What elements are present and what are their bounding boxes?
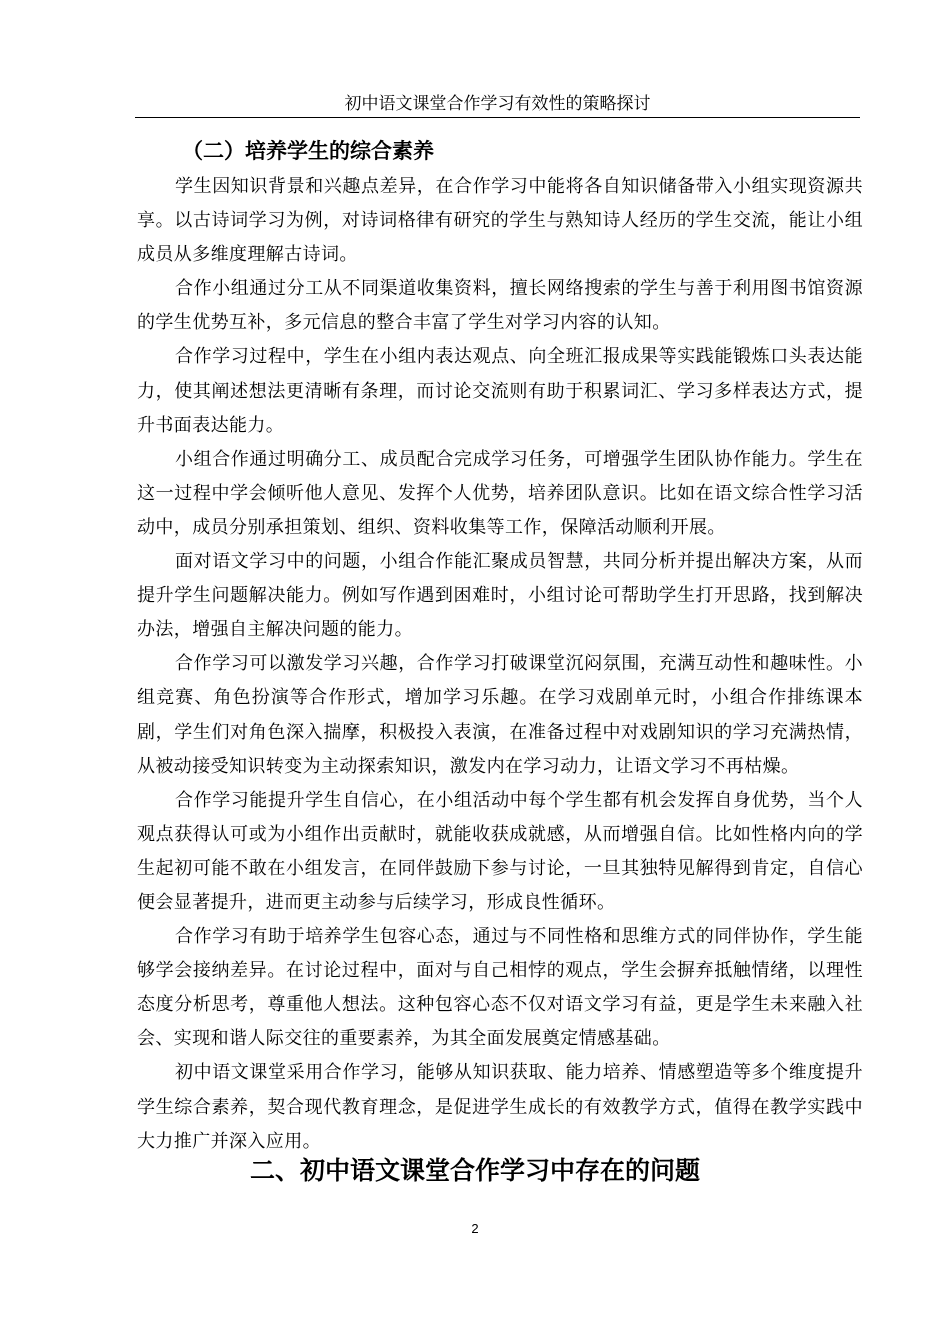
body-text	[137, 170, 863, 1159]
header-divider	[135, 117, 860, 118]
chapter-heading: 二、初中语文课堂合作学习中存在的问题	[249, 1156, 700, 1185]
section-heading: （二）培养学生的综合素养	[182, 139, 434, 163]
running-header: 初中语文课堂合作学习有效性的策略探讨	[344, 94, 651, 114]
paragraph: 合作学习过程中，学生在小组内表达观点、向全班汇报成果等实践能锻炼口头表达能力，使其阐述想法更清晰有条理，而讨论交流则有助于积累词汇、学习多样表达方式，提升书面表达能力。	[137, 346, 863, 436]
paragraph: 学生因知识背景和兴趣点差异，在合作学习中能将各自知识储备带入小组实现资源共享。以古诗词学习为例，对诗词格律有研究的学生与熟知诗人经历的学生交流，能让小组成员从多维度理解古诗词。	[137, 176, 863, 266]
paragraph: 合作学习能提升学生自信心，在小组活动中每个学生都有机会发挥自身优势，当个人观点获得认可或为小组作出贡献时，就能收获成就感，从而增强自信。比如性格内向的学生起初可能不敢在小组发言，在同伴鼓励下参与讨论，一旦其独特见解得到肯定，自信心便会显著提升，进而更主动参与后续学习，形成良性循环。	[137, 789, 863, 913]
paragraph: 合作学习有助于培养学生包容心态，通过与不同性格和思维方式的同伴协作，学生能够学会接纳差异。在讨论过程中，面对与自己相悖的观点，学生会摒弃抵触情绪，以理性态度分析思考，尊重他人想法。这种包容心态不仅对语文学习有益，更是学生未来融入社会、实现和谐人际交往的重要素养，为其全面发展奠定情感基础。	[137, 926, 863, 1050]
paragraph: 合作小组通过分工从不同渠道收集资料，擅长网络搜索的学生与善于利用图书馆资源的学生优势互补，多元信息的整合丰富了学生对学习内容的认知。	[137, 278, 863, 334]
paragraph: 小组合作通过明确分工、成员配合完成学习任务，可增强学生团队协作能力。学生在这一过程中学会倾听他人意见、发挥个人优势，培养团队意识。比如在语文综合性学习活动中，成员分别承担策划、组织、资料收集等工作，保障活动顺利开展。	[137, 448, 863, 538]
paragraph: 合作学习可以激发学习兴趣，合作学习打破课堂沉闷氛围，充满互动性和趣味性。小组竞赛、角色扮演等合作形式，增加学习乐趣。在学习戏剧单元时，小组合作排练课本剧，学生们对角色深入揣摩，积极投入表演，在准备过程中对戏剧知识的学习充满热情，从被动接受知识转变为主动探索知识，激发内在学习动力，让语文学习不再枯燥。	[137, 653, 863, 777]
paragraph: 面对语文学习中的问题，小组合作能汇聚成员智慧，共同分析并提出解决方案，从而提升学生问题解决能力。例如写作遇到困难时，小组讨论可帮助学生打开思路，找到解决办法，增强自主解决问题的能力。	[137, 551, 863, 641]
page-number: 2	[471, 1221, 479, 1236]
paragraph: 初中语文课堂采用合作学习，能够从知识获取、能力培养、情感塑造等多个维度提升学生综合素养，契合现代教育理念，是促进学生成长的有效教学方式，值得在教学实践中大力推广并深入应用。	[137, 1062, 863, 1152]
